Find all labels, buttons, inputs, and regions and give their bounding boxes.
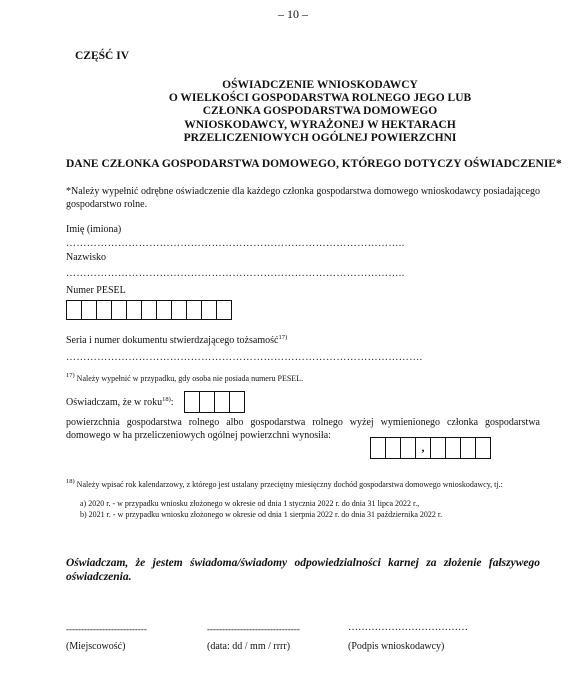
- pesel-digit-box[interactable]: [126, 300, 142, 320]
- footnote-18: [66, 476, 540, 490]
- footnote-18-marker: 18): [66, 478, 75, 485]
- surname-field[interactable]: ……………………………………………………………………………………..: [66, 268, 405, 279]
- area-boxes[interactable]: [370, 437, 491, 459]
- footnote-18-text: Należy wpisać rok kalendarzowy, z którego jest ustalany przeciętny miesięczny dochód gospodarstwa domowego wnioskodawcy, tj.:: [74, 480, 503, 489]
- pesel-digit-box[interactable]: [66, 300, 82, 320]
- fill-in-note: *Należy wypełnić odrębne oświadczenie dla każdego członka gospodarstwa domowego wnioskodawcy posiadającego gospodarstwo rolne.: [66, 186, 540, 210]
- year-declaration-text: Oświadczam, że w roku: [66, 397, 163, 408]
- pesel-digit-box[interactable]: [96, 300, 112, 320]
- form-title: [120, 79, 520, 145]
- area-digit-box[interactable]: [370, 437, 386, 459]
- year-declaration-colon: :: [170, 397, 174, 408]
- footnote-ref-17: 17): [278, 334, 288, 341]
- pesel-digit-box[interactable]: [201, 300, 217, 320]
- footnote-ref-18: 18): [162, 396, 171, 403]
- area-decimal-comma: ,: [415, 437, 431, 459]
- year-digit-box[interactable]: [184, 391, 200, 413]
- part-label: CZĘŚĆ IV: [75, 50, 130, 62]
- footnote-17-text: Należy wypełnić w przypadku, gdy osoba nie posiada numeru PESEL.: [74, 374, 304, 383]
- id-document-label-text: Seria i numer dokumentu stwierdzającego tożsamość: [66, 335, 279, 346]
- footnote-18-item: b) 2021 r. - w przypadku wniosku złożonego w okresie od dnia 1 sierpnia 2022 r. do dnia 31 października 2022 r.: [80, 510, 443, 519]
- id-document-field[interactable]: ………………………………………………………………………………………….: [66, 352, 423, 363]
- year-declaration-label: [66, 396, 174, 408]
- surname-label: Nazwisko: [66, 252, 106, 263]
- pesel-digit-box[interactable]: [156, 300, 172, 320]
- title-line: O WIELKOŚCI GOSPODARSTWA ROLNEGO JEGO LUB: [168, 92, 472, 105]
- pesel-digit-box[interactable]: [81, 300, 97, 320]
- signature-label: (Podpis wnioskodawcy): [348, 641, 445, 652]
- first-name-field[interactable]: ……………………………………………………………………………………..: [66, 238, 405, 249]
- place-label: (Miejscowość): [66, 641, 126, 652]
- footnote-18-item: a) 2020 r. - w przypadku wniosku złożonego w okresie od dnia 1 stycznia 2022 r. do dnia 31 lipca 2022 r.,: [80, 499, 420, 508]
- year-digit-box[interactable]: [199, 391, 215, 413]
- area-digit-box[interactable]: [400, 437, 416, 459]
- title-line: WNIOSKODAWCY, WYRAŻONEJ W HEKTARACH: [184, 118, 456, 131]
- pesel-digit-box[interactable]: [171, 300, 187, 320]
- signature-line[interactable]: ………………………………: [348, 622, 468, 633]
- title-line: OŚWIADCZENIE WNIOSKODAWCY: [222, 79, 418, 91]
- area-digit-box[interactable]: [445, 437, 461, 459]
- area-digit-box[interactable]: [430, 437, 446, 459]
- year-boxes[interactable]: [184, 391, 245, 413]
- area-digit-box[interactable]: [475, 437, 491, 459]
- year-digit-box[interactable]: [229, 391, 245, 413]
- area-digit-box[interactable]: [460, 437, 476, 459]
- date-label: (data: dd / mm / rrrr): [207, 641, 291, 652]
- id-document-label: [66, 334, 287, 346]
- footnote-17: [66, 370, 540, 384]
- year-digit-box[interactable]: [214, 391, 230, 413]
- pesel-digit-box[interactable]: [141, 300, 157, 320]
- pesel-digit-box[interactable]: [186, 300, 202, 320]
- area-description: powierzchnia gospodarstwa rolnego albo gospodarstwa rolnego wyżej wymienionego członka gospodarstwa domowego w ha przeliczeniowych ogólnej powierzchni wynosiła:: [66, 417, 540, 441]
- place-line[interactable]: ---------------------------: [66, 624, 147, 634]
- pesel-label: Numer PESEL: [66, 285, 126, 296]
- title-line: CZŁONKA GOSPODARSTWA DOMOWEGO: [202, 105, 438, 118]
- liability-declaration: Oświadczam, że jestem świadoma/świadomy odpowiedzialności karnej za złożenie fałszywego oświadczenia.: [66, 557, 540, 583]
- date-line[interactable]: -------------------------------: [207, 624, 300, 634]
- footnote-17-marker: 17): [66, 372, 75, 379]
- section-title: DANE CZŁONKA GOSPODARSTWA DOMOWEGO, KTÓREGO DOTYCZY OŚWIADCZENIE*: [66, 158, 562, 170]
- pesel-digit-box[interactable]: [216, 300, 232, 320]
- first-name-label: Imię (imiona): [66, 224, 122, 235]
- pesel-digit-box[interactable]: [111, 300, 127, 320]
- pesel-boxes[interactable]: [66, 300, 232, 320]
- area-digit-box[interactable]: [385, 437, 401, 459]
- page-number: – 10 –: [278, 7, 308, 21]
- title-line: PRZELICZENIOWYCH OGÓLNEJ POWIERZCHNI: [183, 131, 457, 144]
